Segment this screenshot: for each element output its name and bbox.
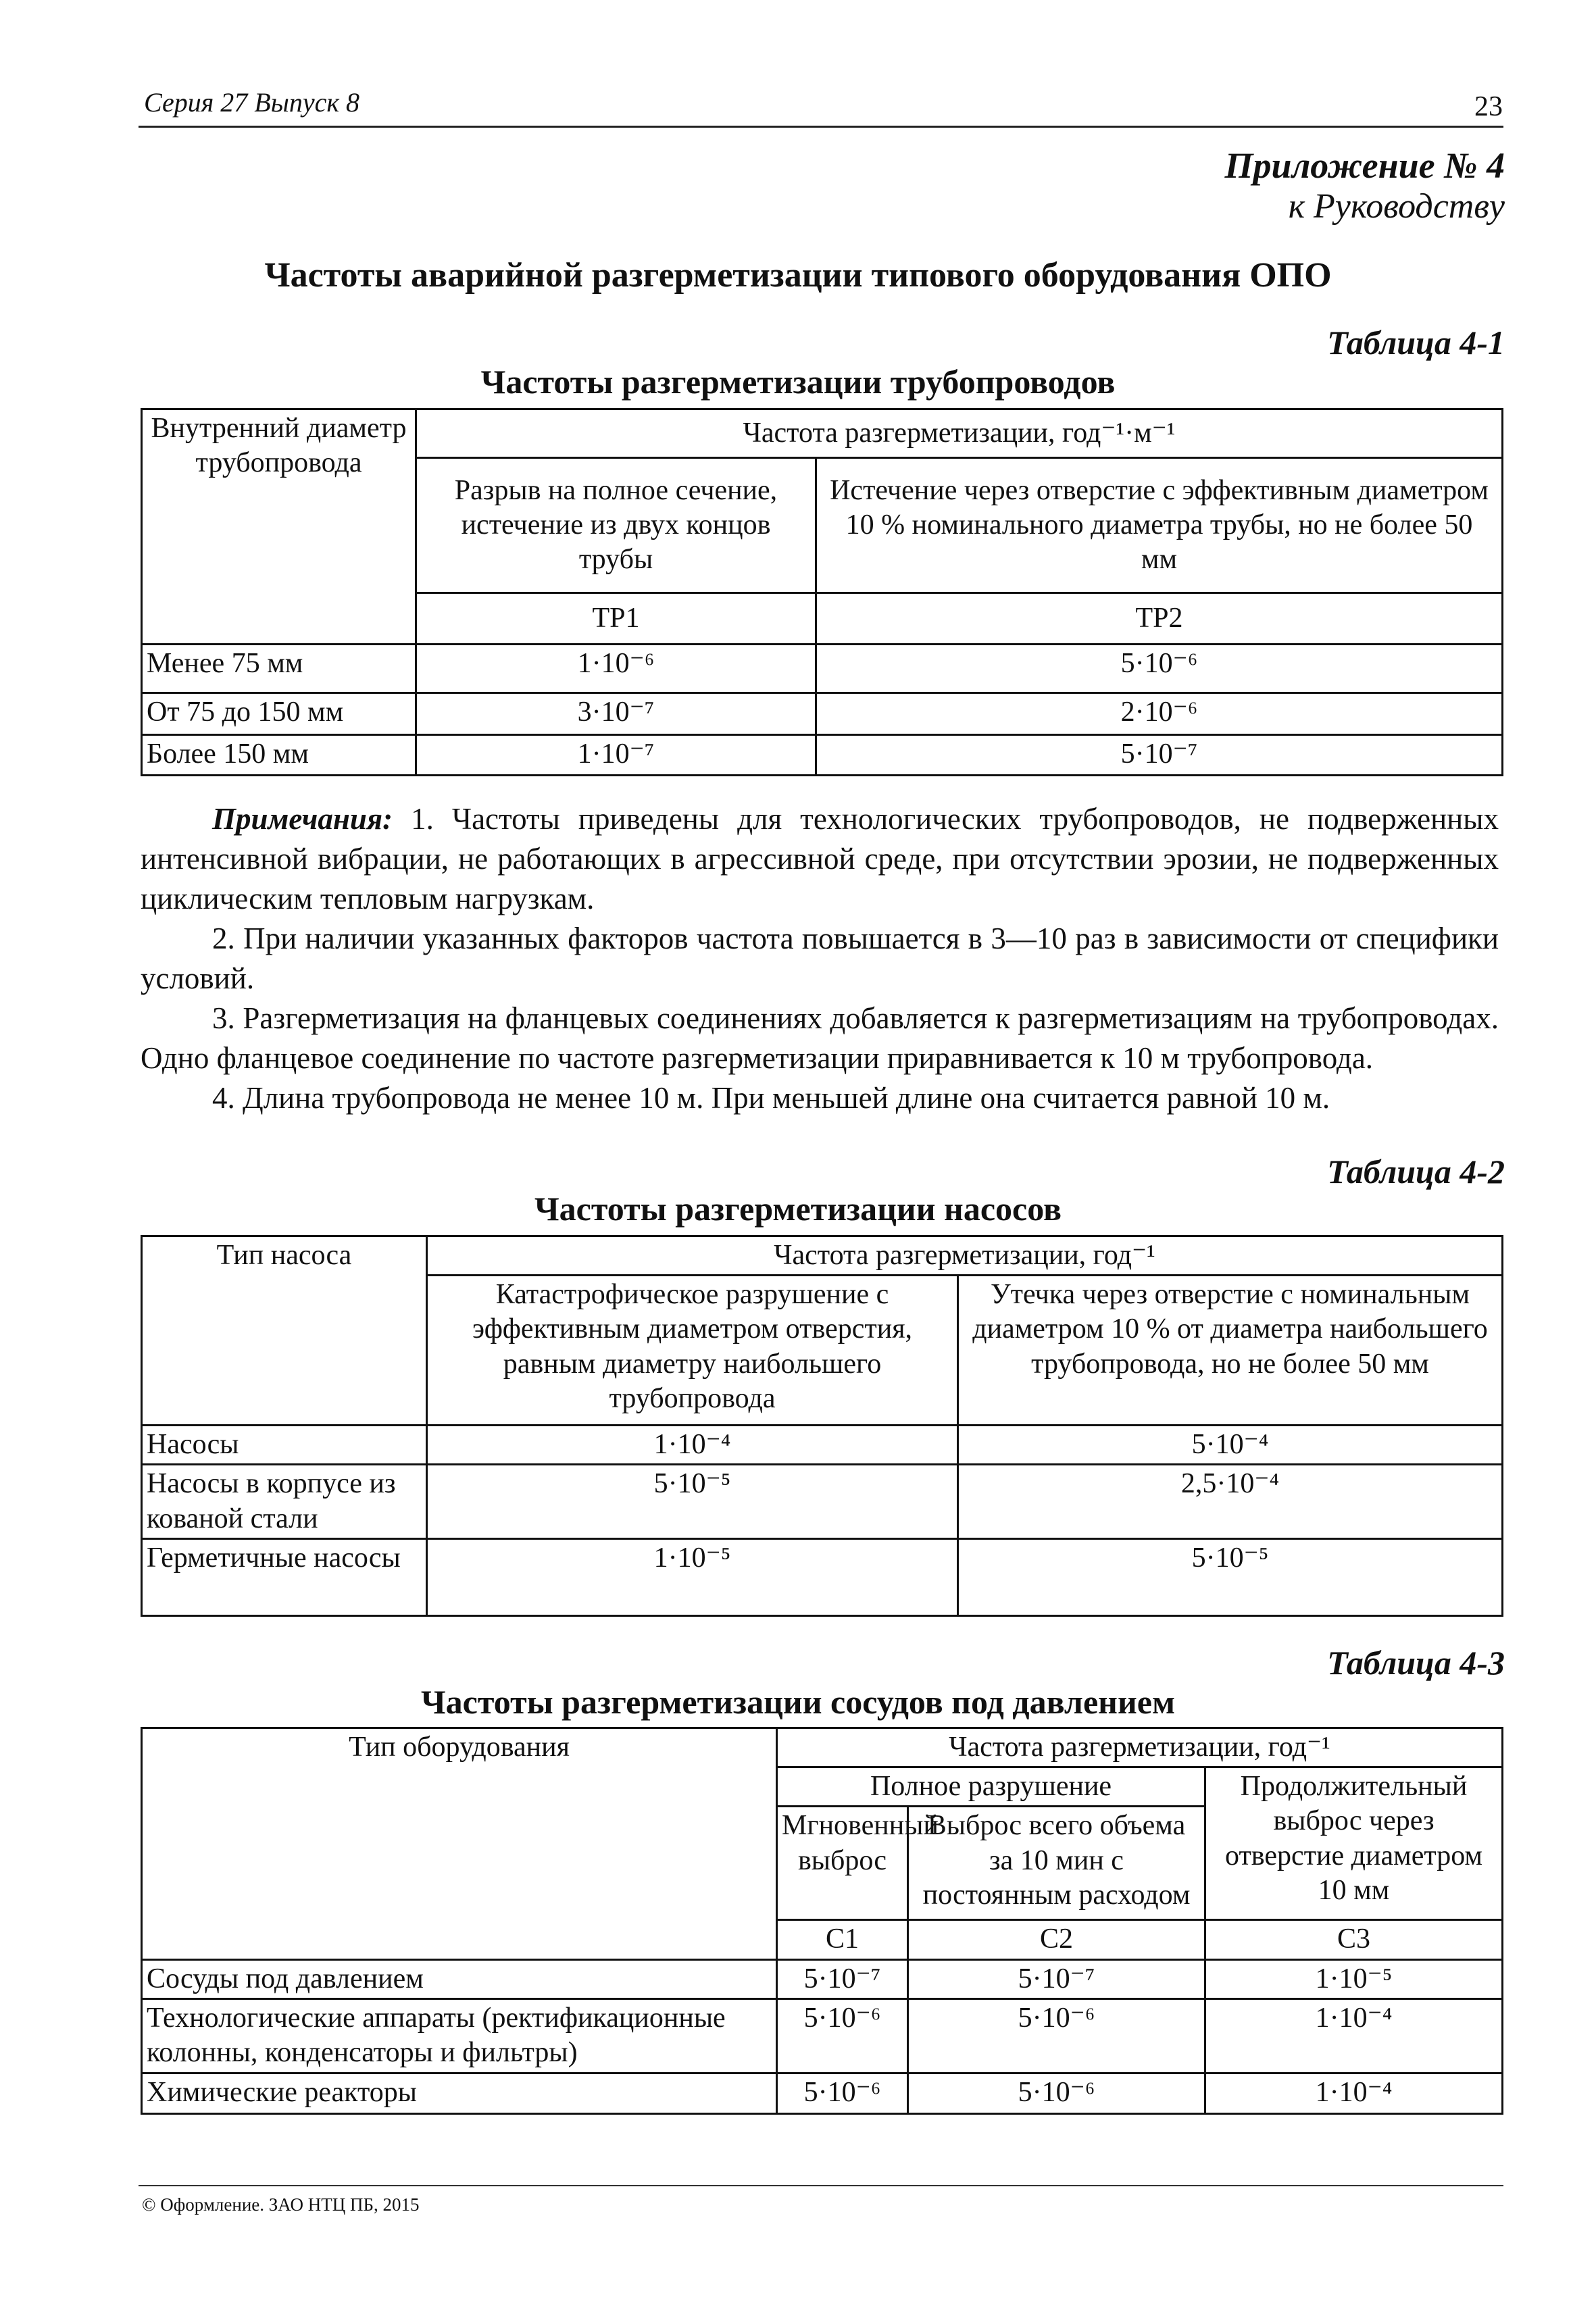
table-cell: 5·10⁻⁶ (908, 2073, 1205, 2113)
table-cell: Насосы в корпусе из кованой стали (142, 1465, 427, 1539)
subheader-total-release: Выброс всего объема за 10 мин с постоянным расходом (908, 1807, 1205, 1920)
table-cell: Насосы (142, 1426, 427, 1465)
subheader-rupture: Разрыв на полное сечение, истечение из двух концов трубы (416, 458, 816, 593)
table-4-1-label: Таблица 4-1 (1327, 324, 1505, 361)
table-cell: 5·10⁻⁶ (816, 645, 1503, 693)
code-c2: С2 (908, 1920, 1205, 1959)
page-number: 23 (1474, 91, 1503, 122)
vessels-table (141, 1727, 1503, 2115)
table-4-3-title: Частоты разгерметизации сосудов под давлением (420, 1683, 1176, 1721)
note-1: 1. Частоты приведены для технологических трубопроводов, не подверженных интенсивной вибрации, не работающих в агрессивной среде, при отсутствии эрозии, не подверженных циклическим тепловым нагрузкам. (141, 802, 1499, 915)
table-cell: Химические реакторы (142, 2073, 777, 2113)
subheader-catastrophic: Катастрофическое разрушение с эффективным диаметром отверстия, равным диаметру наибольшего трубопровода (427, 1276, 958, 1426)
table-cell: 2,5·10⁻⁴ (958, 1465, 1503, 1539)
code-c1: С1 (777, 1920, 908, 1959)
code-tp2: ТР2 (816, 593, 1503, 645)
appendix-title: Приложение № 4 (1224, 145, 1505, 186)
notes-block (141, 799, 1499, 1118)
table-4-3-label: Таблица 4-3 (1327, 1644, 1505, 1682)
table-cell: 1·10⁻⁶ (416, 645, 816, 693)
note-2: 2. При наличии указанных факторов частота повышается в 3—10 раз в зависимости от специфики условий. (141, 921, 1499, 995)
col-header-diameter: Внутренний диаметр трубопровода (142, 409, 416, 645)
note-4: 4. Длина трубопровода не менее 10 м. При меньшей длине она считается равной 10 м. (212, 1080, 1330, 1115)
series-header: Серия 27 Выпуск 8 (144, 87, 360, 118)
code-tp1: ТР1 (416, 593, 816, 645)
table-cell: Более 150 мм (142, 735, 416, 776)
table-cell: 5·10⁻⁷ (816, 735, 1503, 776)
header-divider (139, 126, 1503, 128)
table-cell: 5·10⁻⁶ (908, 1998, 1205, 2073)
col-header-frequency: Частота разгерметизации, год⁻¹·м⁻¹ (416, 409, 1503, 458)
col-header-equipment-type: Тип оборудования (142, 1728, 777, 1960)
table-cell: 1·10⁻⁴ (1205, 1998, 1503, 2073)
table-cell: 5·10⁻⁶ (777, 1998, 908, 2073)
table-cell: 1·10⁻⁴ (1205, 2073, 1503, 2113)
col-header-pump-type: Тип насоса (142, 1236, 427, 1426)
table-cell: 5·10⁻⁴ (958, 1426, 1503, 1465)
table-4-1-title: Частоты разгерметизации трубопроводов (480, 363, 1116, 401)
code-c3: С3 (1205, 1920, 1503, 1959)
subheader-full-destruction: Полное разрушение (777, 1767, 1205, 1807)
notes-label: Примечания: (212, 802, 393, 836)
table-cell: 5·10⁻⁷ (908, 1959, 1205, 1998)
subheader-leak: Утечка через отверстие с номинальным диаметром 10 % от диаметра наибольшего трубопровода, но не более 50 мм (958, 1276, 1503, 1426)
table-4-2-label: Таблица 4-2 (1327, 1153, 1505, 1190)
table-cell: 1·10⁻⁵ (427, 1539, 958, 1616)
table-cell: 5·10⁻⁵ (427, 1465, 958, 1539)
table-cell: 5·10⁻⁶ (777, 2073, 908, 2113)
col-header-frequency: Частота разгерметизации, год⁻¹ (427, 1236, 1503, 1276)
col-header-frequency: Частота разгерметизации, год⁻¹ (777, 1728, 1503, 1767)
pumps-table (141, 1235, 1503, 1617)
table-4-2-title: Частоты разгерметизации насосов (534, 1190, 1062, 1228)
subheader-leak: Истечение через отверстие с эффективным диаметром 10 % номинального диаметра трубы, но не более 50 мм (816, 458, 1503, 593)
appendix-subtitle: к Руководству (1288, 187, 1505, 226)
table-cell: Герметичные насосы (142, 1539, 427, 1616)
table-cell: 3·10⁻⁷ (416, 693, 816, 735)
pipeline-table (141, 408, 1503, 776)
table-cell: 5·10⁻⁵ (958, 1539, 1503, 1616)
table-cell: 1·10⁻⁵ (1205, 1959, 1503, 1998)
copyright-footer: © Оформление. ЗАО НТЦ ПБ, 2015 (142, 2194, 420, 2215)
table-cell: Сосуды под давлением (142, 1959, 777, 1998)
page-title: Частоты аварийной разгерметизации типового оборудования ОПО (264, 256, 1332, 295)
footer-divider (139, 2185, 1503, 2186)
table-cell: От 75 до 150 мм (142, 693, 416, 735)
table-cell: 1·10⁻⁷ (416, 735, 816, 776)
note-3: 3. Разгерметизация на фланцевых соединениях добавляется к разгерметизациям на трубопроводах. Одно фланцевое соединение по частоте разгерметизации приравнивается к 10 м трубопровода. (141, 1001, 1499, 1075)
table-cell: 5·10⁻⁷ (777, 1959, 908, 1998)
table-cell: Менее 75 мм (142, 645, 416, 693)
table-cell: Технологические аппараты (ректификационные колонны, конденсаторы и фильтры) (142, 1998, 777, 2073)
subheader-instant-release: Мгновенный выброс (777, 1807, 908, 1920)
table-cell: 1·10⁻⁴ (427, 1426, 958, 1465)
subheader-continuous-release: Продолжительный выброс через отверстие диаметром 10 мм (1205, 1767, 1503, 1920)
table-cell: 2·10⁻⁶ (816, 693, 1503, 735)
